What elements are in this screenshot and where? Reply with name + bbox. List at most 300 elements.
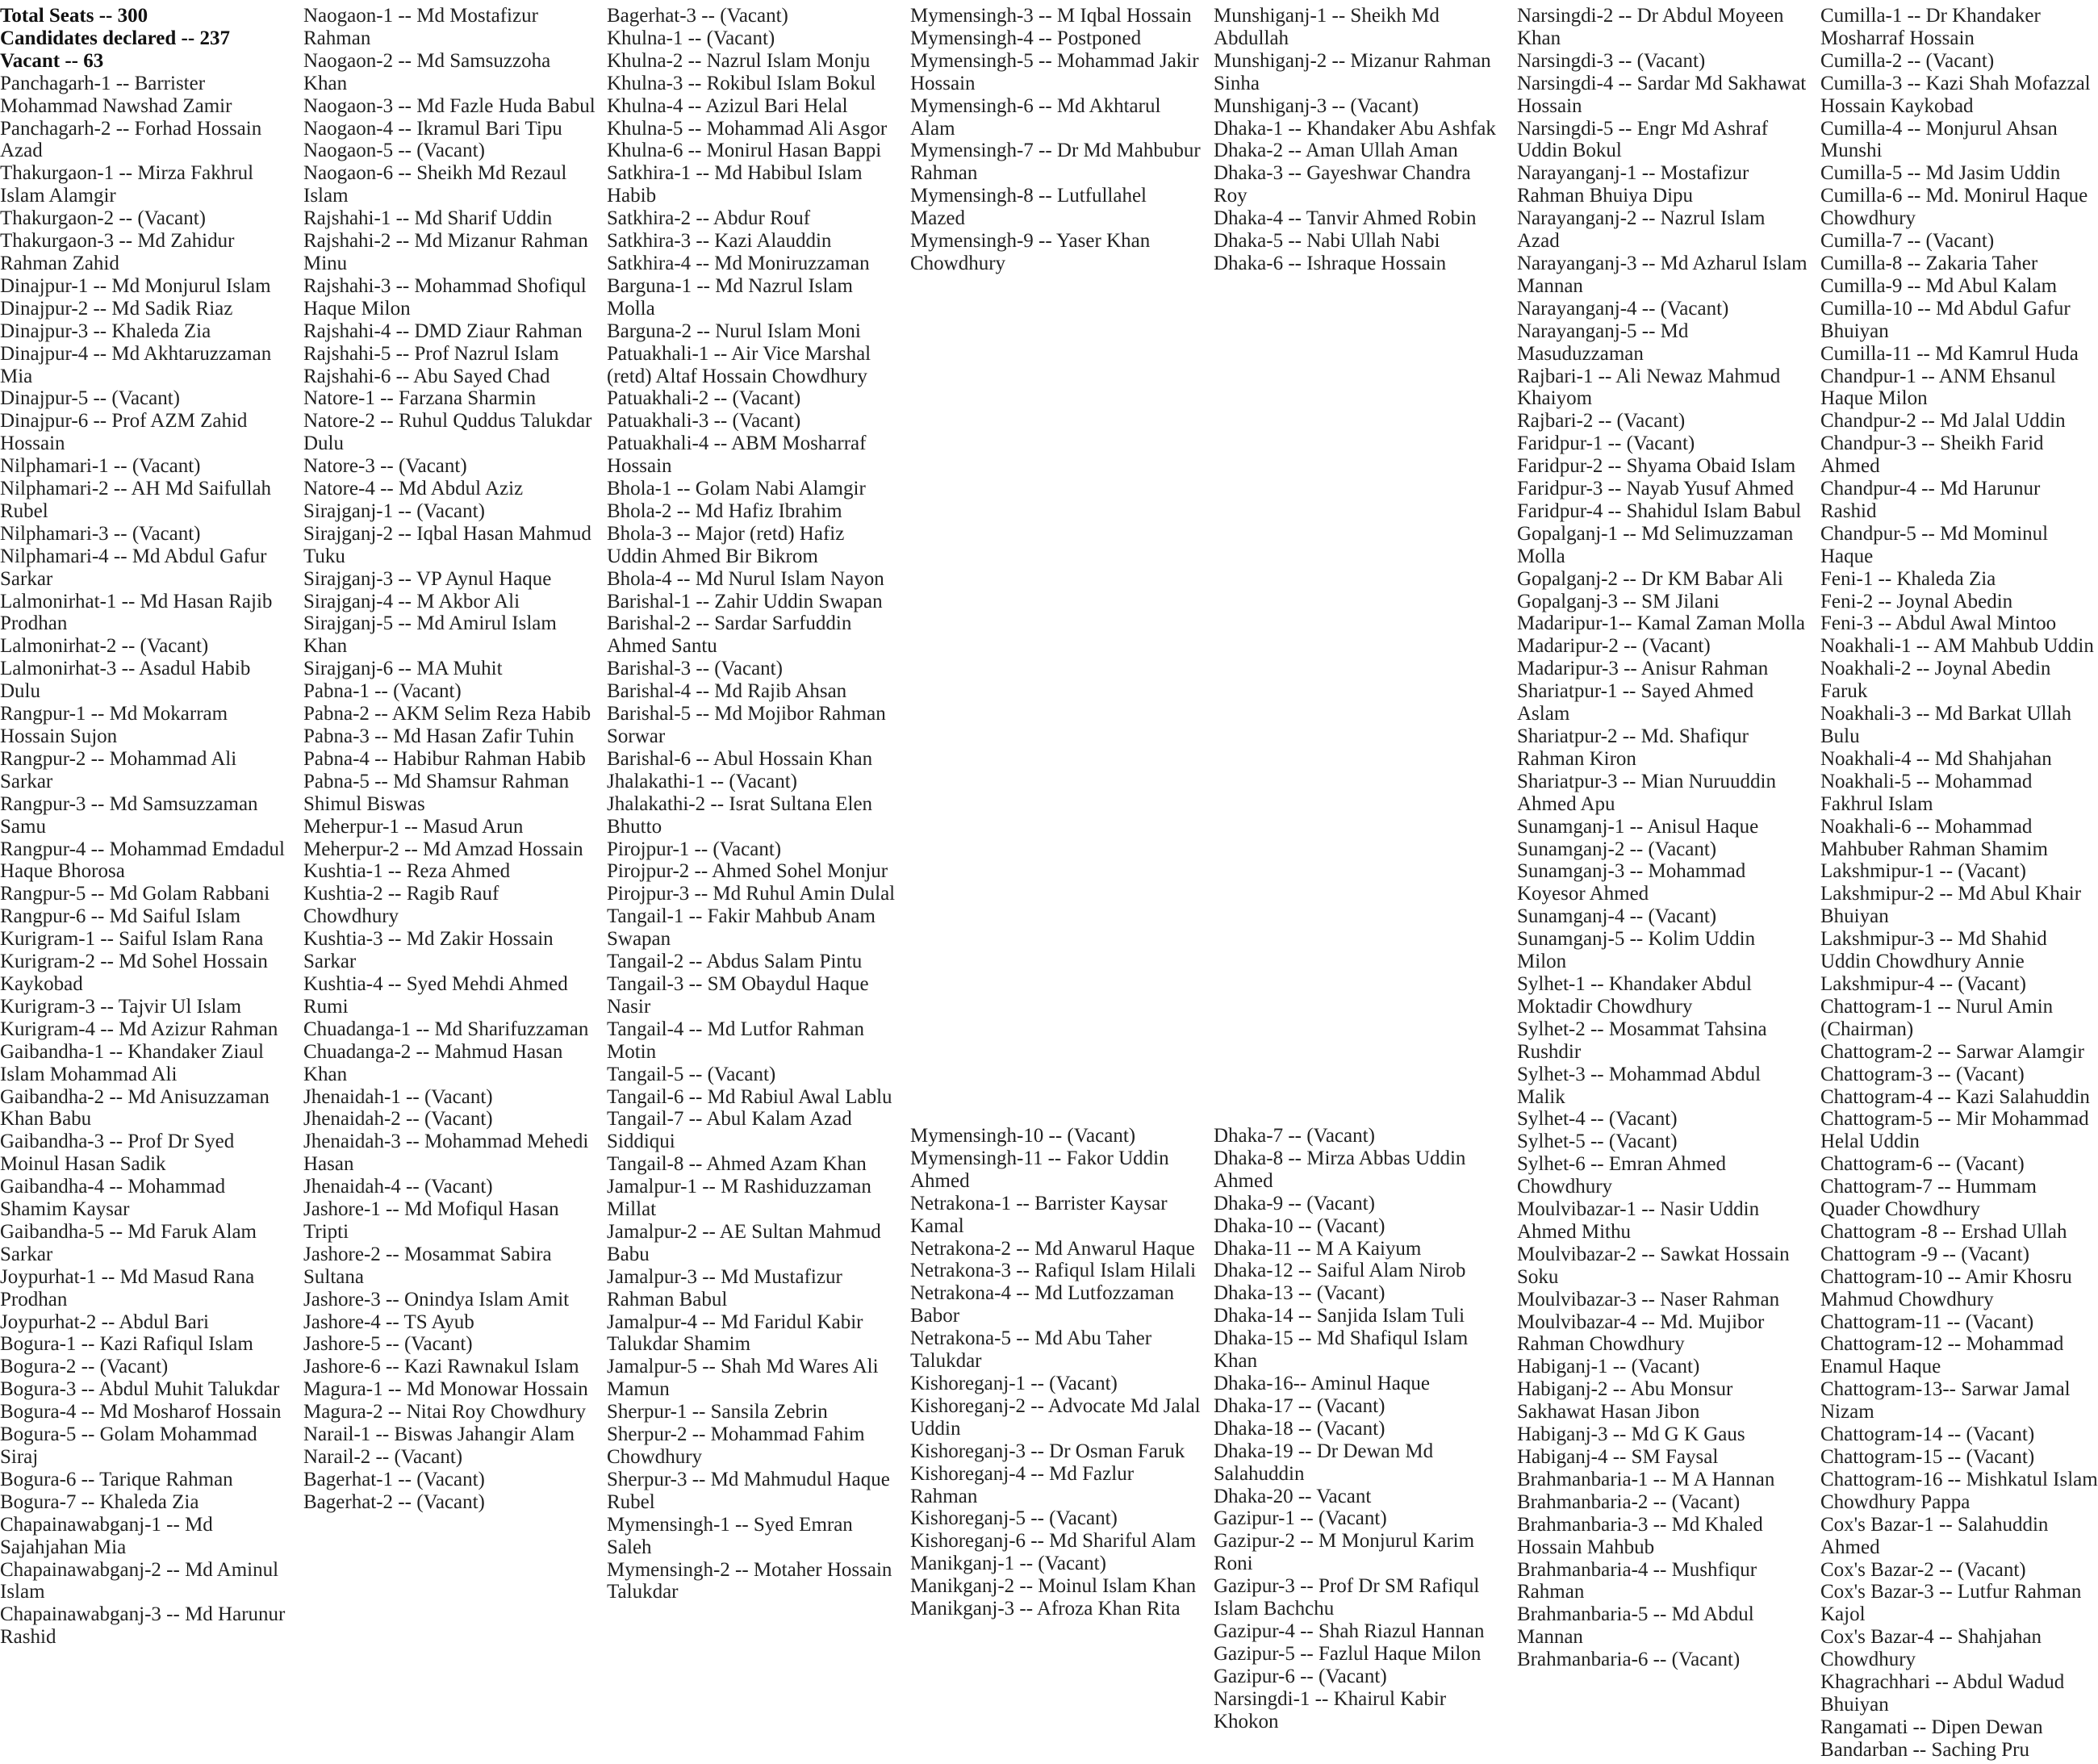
constituency-entry: Dhaka-12 -- Saiful Alam Nirob xyxy=(1214,1260,1466,1282)
constituency-entry: Narsingdi-1 -- Khairul Kabir Khokon xyxy=(1214,1687,1447,1733)
constituency-entry: Rajbari-1 -- Ali Newaz Mahmud Khaiyom xyxy=(1517,365,1781,410)
column-4-top-entries xyxy=(910,5,1202,275)
constituency-entry: Jashore-5 -- (Vacant) xyxy=(303,1333,473,1356)
summary-total-seats: Total Seats -- 300 xyxy=(0,5,148,27)
constituency-entry: Cumilla-3 -- Kazi Shah Mofazzal Hossain Kaykobad xyxy=(1820,72,2091,117)
constituency-entry: Brahmanbaria-1 -- M A Hannan xyxy=(1517,1468,1775,1490)
constituency-entry: Tangail-5 -- (Vacant) xyxy=(607,1063,776,1085)
constituency-entry: Jamalpur-5 -- Shah Md Wares Ali Mamun xyxy=(607,1356,879,1401)
constituency-entry: Dhaka-2 -- Aman Ullah Aman xyxy=(1214,140,1458,162)
constituency-entry: Sirajganj-4 -- M Akbor Ali xyxy=(303,590,520,612)
constituency-entry: Meherpur-1 -- Masud Arun xyxy=(303,815,524,838)
constituency-entry: Lakshmipur-3 -- Md Shahid Uddin Chowdhury Annie xyxy=(1820,928,2047,973)
constituency-entry: Netrakona-4 -- Md Lutfozzaman Babor xyxy=(910,1282,1174,1327)
constituency-entry: Barishal-4 -- Md Rajib Ahsan xyxy=(607,680,847,703)
constituency-entry: Lakshmipur-4 -- (Vacant) xyxy=(1820,972,2026,995)
column-4-bottom-entries xyxy=(910,1125,1202,1620)
constituency-entry: Jashore-4 -- TS Ayub xyxy=(303,1310,474,1333)
constituency-entry: Narayanganj-2 -- Nazrul Islam Azad xyxy=(1517,207,1766,253)
constituency-entry: Pabna-3 -- Md Hasan Zafir Tuhin xyxy=(303,725,575,747)
constituency-entry: Rangpur-2 -- Mohammad Ali Sarkar xyxy=(0,747,237,792)
constituency-entry: Sylhet-3 -- Mohammad Abdul Malik xyxy=(1517,1063,1762,1108)
constituency-entry: Cox's Bazar-4 -- Shahjahan Chowdhury xyxy=(1820,1626,2042,1671)
constituency-entry: Mymensingh-8 -- Lutfullahel Mazed xyxy=(910,185,1147,230)
constituency-entry: Shariatpur-3 -- Mian Nuruuddin Ahmed Apu xyxy=(1517,770,1776,815)
constituency-entry: Sherpur-2 -- Mohammad Fahim Chowdhury xyxy=(607,1423,865,1468)
constituency-entry: Mymensingh-3 -- M Iqbal Hossain xyxy=(910,5,1192,27)
column-7 xyxy=(1820,5,2098,1762)
constituency-entry: Manikganj-3 -- Afroza Khan Rita xyxy=(910,1598,1181,1620)
constituency-entry: Cumilla-7 -- (Vacant) xyxy=(1820,230,1995,253)
constituency-entry: Cumilla-4 -- Monjurul Ahsan Munshi xyxy=(1820,117,2058,162)
constituency-entry: Dinajpur-4 -- Md Akhtaruzzaman Mia xyxy=(0,342,272,387)
constituency-entry: Dhaka-15 -- Md Shafiqul Islam Khan xyxy=(1214,1327,1469,1373)
constituency-entry: Lakshmipur-2 -- Md Abul Khair Bhuiyan xyxy=(1820,883,2082,928)
constituency-entry: Manikganj-1 -- (Vacant) xyxy=(910,1553,1106,1575)
constituency-entry: Cox's Bazar-3 -- Lutfur Rahman Kajol xyxy=(1820,1581,2082,1626)
constituency-entry: Narayanganj-4 -- (Vacant) xyxy=(1517,297,1729,320)
constituency-entry: Cox's Bazar-2 -- (Vacant) xyxy=(1820,1558,2026,1581)
constituency-entry: Tangail-4 -- Md Lutfor Rahman Motin xyxy=(607,1018,864,1063)
constituency-entry: Mymensingh-1 -- Syed Emran Saleh xyxy=(607,1513,853,1558)
constituency-entry: Bogura-4 -- Md Mosharof Hossain xyxy=(0,1401,282,1423)
constituency-entry: Kishoreganj-5 -- (Vacant) xyxy=(910,1507,1118,1530)
constituency-entry: Chapainawabganj-2 -- Md Aminul Islam xyxy=(0,1558,279,1603)
constituency-entry: Dinajpur-6 -- Prof AZM Zahid Hossain xyxy=(0,410,248,455)
constituency-entry: Bagerhat-1 -- (Vacant) xyxy=(303,1468,485,1490)
constituency-entry: Gaibandha-1 -- Khandaker Ziaul Islam Mohammad Ali xyxy=(0,1040,264,1085)
constituency-entry: Dhaka-1 -- Khandaker Abu Ashfak xyxy=(1214,117,1496,140)
constituency-entry: Rajshahi-4 -- DMD Ziaur Rahman xyxy=(303,320,583,342)
constituency-entry: Dhaka-11 -- M A Kaiyum xyxy=(1214,1237,1422,1260)
constituency-entry: Sunamganj-2 -- (Vacant) xyxy=(1517,838,1717,860)
constituency-entry: Chattogram -8 -- Ershad Ullah xyxy=(1820,1220,2067,1243)
constituency-entry: Bogura-2 -- (Vacant) xyxy=(0,1356,169,1378)
constituency-entry: Rajshahi-2 -- Md Mizanur Rahman Minu xyxy=(303,230,588,274)
constituency-entry: Sylhet-1 -- Khandaker Abdul Moktadir Chowdhury xyxy=(1517,972,1752,1018)
constituency-entry: Kurigram-1 -- Saiful Islam Rana xyxy=(0,928,264,951)
constituency-entry: Narsingdi-3 -- (Vacant) xyxy=(1517,49,1706,72)
column-5-bottom-entries xyxy=(1214,1125,1506,1733)
constituency-entry: Sylhet-6 -- Emran Ahmed Chowdhury xyxy=(1517,1153,1726,1198)
constituency-entry: Khagrachhari -- Abdul Wadud Bhuiyan xyxy=(1820,1671,2065,1716)
constituency-entry: Cumilla-9 -- Md Abul Kalam xyxy=(1820,274,2058,297)
constituency-entry: Moulvibazar-3 -- Naser Rahman xyxy=(1517,1288,1780,1310)
constituency-entry: Narail-2 -- (Vacant) xyxy=(303,1446,463,1468)
constituency-entry: Bandarban -- Saching Pru xyxy=(1820,1738,2029,1761)
constituency-entry: Jhalakathi-2 -- Israt Sultana Elen Bhutto xyxy=(607,792,873,838)
constituency-entry: Dhaka-19 -- Dr Dewan Md Salahuddin xyxy=(1214,1440,1434,1485)
constituency-entry: Tangail-1 -- Fakir Mahbub Anam Swapan xyxy=(607,905,876,951)
constituency-entry: Rangpur-5 -- Md Golam Rabbani xyxy=(0,883,270,905)
constituency-entry: Magura-2 -- Nitai Roy Chowdhury xyxy=(303,1401,586,1423)
constituency-entry: Dhaka-7 -- (Vacant) xyxy=(1214,1125,1375,1147)
constituency-entry: Netrakona-3 -- Rafiqul Islam Hilali xyxy=(910,1260,1197,1282)
constituency-entry: Jhalakathi-1 -- (Vacant) xyxy=(607,770,797,792)
constituency-entry: Dhaka-20 -- Vacant xyxy=(1214,1485,1372,1507)
constituency-entry: Satkhira-2 -- Abdur Rouf xyxy=(607,207,811,230)
constituency-entry: Dinajpur-3 -- Khaleda Zia xyxy=(0,320,211,342)
constituency-entry: Gaibandha-4 -- Mohammad Shamim Kaysar xyxy=(0,1176,226,1221)
constituency-entry: Khulna-5 -- Mohammad Ali Asgor xyxy=(607,117,888,140)
constituency-entry: Meherpur-2 -- Md Amzad Hossain xyxy=(303,838,583,860)
constituency-entry: Feni-2 -- Joynal Abedin xyxy=(1820,590,2013,612)
constituency-entry: Patuakhali-2 -- (Vacant) xyxy=(607,387,801,410)
constituency-entry: Dhaka-5 -- Nabi Ullah Nabi xyxy=(1214,230,1440,253)
constituency-entry: Chattogram-12 -- Mohammad Enamul Haque xyxy=(1820,1333,2064,1378)
constituency-entry: Sherpur-1 -- Sansila Zebrin xyxy=(607,1401,828,1423)
constituency-entry: Panchagarh-1 -- Barrister Mohammad Nawshad Zamir xyxy=(0,72,232,117)
constituency-entry: Barishal-1 -- Zahir Uddin Swapan xyxy=(607,590,883,612)
constituency-entry: Naogaon-4 -- Ikramul Bari Tipu xyxy=(303,117,562,140)
constituency-entry: Narsingdi-2 -- Dr Abdul Moyeen Khan xyxy=(1517,5,1784,49)
constituency-entry: Cumilla-10 -- Md Abdul Gafur Bhuiyan xyxy=(1820,297,2071,342)
constituency-entry: Dhaka-17 -- (Vacant) xyxy=(1214,1394,1385,1417)
column-2-entries xyxy=(303,5,596,1514)
constituency-entry: Jamalpur-1 -- M Rashiduzzaman Millat xyxy=(607,1176,871,1221)
constituency-entry: Dhaka-3 -- Gayeshwar Chandra Roy xyxy=(1214,162,1471,207)
summary-candidates-declared: Candidates declared -- 237 xyxy=(0,27,230,49)
constituency-entry: Chandpur-2 -- Md Jalal Uddin xyxy=(1820,410,2066,433)
constituency-entry: Naogaon-2 -- Md Samsuzzoha Khan xyxy=(303,49,551,94)
constituency-entry: Rajshahi-5 -- Prof Nazrul Islam xyxy=(303,342,559,365)
constituency-entry: Cumilla-6 -- Md. Monirul Haque Chowdhury xyxy=(1820,185,2088,230)
constituency-entry: Barishal-5 -- Md Mojibor Rahman Sorwar xyxy=(607,703,886,747)
column-1-entries xyxy=(0,73,292,1649)
constituency-entry: Pabna-5 -- Md Shamsur Rahman Shimul Biswas xyxy=(303,770,570,815)
column-5-top xyxy=(1214,5,1506,275)
constituency-entry: Dhaka-9 -- (Vacant) xyxy=(1214,1192,1375,1214)
constituency-entry: Brahmanbaria-6 -- (Vacant) xyxy=(1517,1649,1741,1671)
constituency-entry: Brahmanbaria-4 -- Mushfiqur Rahman xyxy=(1517,1558,1757,1603)
constituency-entry: Sunamganj-3 -- Mohammad Koyesor Ahmed xyxy=(1517,860,1746,905)
column-5-bottom xyxy=(1214,1125,1506,1733)
constituency-entry: Dhaka-18 -- (Vacant) xyxy=(1214,1417,1385,1440)
constituency-entry: Khulna-6 -- Monirul Hasan Bappi xyxy=(607,140,882,162)
constituency-entry: Gaibandha-5 -- Md Faruk Alam Sarkar xyxy=(0,1220,257,1265)
constituency-entry: Moulvibazar-1 -- Nasir Uddin Ahmed Mithu xyxy=(1517,1198,1760,1243)
constituency-entry: Kishoreganj-6 -- Md Shariful Alam xyxy=(910,1530,1197,1553)
constituency-entry: Habiganj-3 -- Md G K Gaus xyxy=(1517,1423,1745,1446)
constituency-entry: Chattogram-1 -- Nurul Amin (Chairman) xyxy=(1820,995,2054,1040)
constituency-entry: Noakhali-5 -- Mohammad Fakhrul Islam xyxy=(1820,770,2033,815)
constituency-entry: Tangail-8 -- Ahmed Azam Khan xyxy=(607,1153,867,1176)
constituency-entry: Dhaka-6 -- Ishraque Hossain xyxy=(1214,252,1447,274)
constituency-entry: Chapainawabganj-1 -- Md Sajahjahan Mia xyxy=(0,1513,213,1558)
constituency-entry: Rangpur-6 -- Md Saiful Islam xyxy=(0,905,241,928)
column-3 xyxy=(607,5,899,1603)
constituency-entry: Gopalganj-2 -- Dr KM Babar Ali xyxy=(1517,567,1783,590)
constituency-entry: Thakurgaon-2 -- (Vacant) xyxy=(0,207,206,230)
constituency-entry: Chattogram-13-- Sarwar Jamal Nizam xyxy=(1820,1378,2071,1423)
constituency-entry: Chuadanga-2 -- Mahmud Hasan Khan xyxy=(303,1040,563,1085)
constituency-entry: Rangpur-4 -- Mohammad Emdadul Haque Bhorosa xyxy=(0,838,285,883)
constituency-entry: Brahmanbaria-5 -- Md Abdul Mannan xyxy=(1517,1603,1754,1649)
constituency-entry: Gazipur-4 -- Shah Riazul Hannan xyxy=(1214,1620,1485,1642)
constituency-entry: Shariatpur-1 -- Sayed Ahmed Aslam xyxy=(1517,680,1754,725)
constituency-entry: Dhaka-16-- Aminul Haque xyxy=(1214,1372,1430,1394)
constituency-entry: Gazipur-1 -- (Vacant) xyxy=(1214,1507,1387,1530)
constituency-entry: Feni-3 -- Abdul Awal Mintoo xyxy=(1820,612,2057,635)
constituency-entry: Pabna-1 -- (Vacant) xyxy=(303,680,462,703)
constituency-entry: Rajshahi-6 -- Abu Sayed Chad xyxy=(303,365,550,387)
constituency-entry: Dhaka-4 -- Tanvir Ahmed Robin xyxy=(1214,207,1477,230)
constituency-entry: Nilphamari-2 -- AH Md Saifullah Rubel xyxy=(0,478,272,522)
constituency-entry: Pabna-4 -- Habibur Rahman Habib xyxy=(303,747,586,770)
constituency-entry: Thakurgaon-3 -- Md Zahidur Rahman Zahid xyxy=(0,230,235,274)
constituency-entry: Jamalpur-2 -- AE Sultan Mahmud Babu xyxy=(607,1220,881,1265)
constituency-entry: Munshiganj-3 -- (Vacant) xyxy=(1214,94,1419,117)
constituency-entry: Chattogram -9 -- (Vacant) xyxy=(1820,1243,2029,1265)
constituency-entry: Mymensingh-5 -- Mohammad Jakir Hossain xyxy=(910,49,1199,94)
constituency-entry: Magura-1 -- Md Monowar Hossain xyxy=(303,1378,588,1401)
constituency-entry: Noakhali-3 -- Md Barkat Ullah Bulu xyxy=(1820,703,2072,747)
constituency-entry: Naogaon-5 -- (Vacant) xyxy=(303,140,485,162)
constituency-entry: Sherpur-3 -- Md Mahmudul Haque Rubel xyxy=(607,1468,890,1513)
constituency-entry: Mymensingh-6 -- Md Akhtarul Alam xyxy=(910,94,1161,140)
constituency-entry: Sunamganj-5 -- Kolim Uddin Milon xyxy=(1517,928,1756,973)
constituency-entry: Chattogram-6 -- (Vacant) xyxy=(1820,1153,2025,1176)
constituency-entry: Cumilla-5 -- Md Jasim Uddin xyxy=(1820,162,2061,185)
constituency-entry: Dinajpur-2 -- Md Sadik Riaz xyxy=(0,297,233,320)
constituency-entry: Bogura-6 -- Tarique Rahman xyxy=(0,1468,233,1490)
column-2 xyxy=(303,5,596,1514)
constituency-entry: Narayanganj-5 -- Md Masuduzzaman xyxy=(1517,320,1689,365)
constituency-entry: Lakshmipur-1 -- (Vacant) xyxy=(1820,860,2026,883)
constituency-entry: Jashore-1 -- Md Mofiqul Hasan Tripti xyxy=(303,1198,559,1243)
constituency-entry: Chandpur-1 -- ANM Ehsanul Haque Milon xyxy=(1820,365,2056,410)
constituency-entry: Gaibandha-2 -- Md Anisuzzaman Khan Babu xyxy=(0,1085,270,1131)
constituency-entry: Nilphamari-1 -- (Vacant) xyxy=(0,455,201,478)
constituency-entry: Tangail-7 -- Abul Kalam Azad Siddiqui xyxy=(607,1108,852,1153)
constituency-entry: Jhenaidah-4 -- (Vacant) xyxy=(303,1176,493,1198)
constituency-entry: Noakhali-2 -- Joynal Abedin Faruk xyxy=(1820,658,2051,703)
constituency-entry: Sylhet-4 -- (Vacant) xyxy=(1517,1108,1678,1131)
constituency-entry: Faridpur-4 -- Shahidul Islam Babul xyxy=(1517,500,1802,522)
constituency-entry: Brahmanbaria-3 -- Md Khaled Hossain Mahbub xyxy=(1517,1513,1763,1558)
constituency-entry: Noakhali-6 -- Mohammad Mahbuber Rahman Shamim xyxy=(1820,815,2048,860)
constituency-entry: Dhaka-14 -- Sanjida Islam Tuli xyxy=(1214,1305,1465,1327)
constituency-entry: Joypurhat-1 -- Md Masud Rana Prodhan xyxy=(0,1265,255,1310)
constituency-entry: Kushtia-3 -- Md Zakir Hossain Sarkar xyxy=(303,928,554,973)
constituency-entry: Manikganj-2 -- Moinul Islam Khan xyxy=(910,1575,1197,1598)
constituency-entry: Chattogram-11 -- (Vacant) xyxy=(1820,1310,2034,1333)
constituency-entry: Rajshahi-1 -- Md Sharif Uddin xyxy=(303,207,553,230)
column-4-top xyxy=(910,5,1202,275)
constituency-entry: Gazipur-3 -- Prof Dr SM Rafiqul Islam Bachchu xyxy=(1214,1575,1480,1620)
constituency-entry: Chandpur-5 -- Md Mominul Haque xyxy=(1820,522,2049,567)
constituency-entry: Thakurgaon-1 -- Mirza Fakhrul Islam Alamgir xyxy=(0,162,254,207)
constituency-entry: Natore-4 -- Md Abdul Aziz xyxy=(303,478,524,500)
constituency-entry: Naogaon-6 -- Sheikh Md Rezaul Islam xyxy=(303,162,567,207)
constituency-entry: Dhaka-13 -- (Vacant) xyxy=(1214,1282,1385,1305)
constituency-entry: Munshiganj-1 -- Sheikh Md Abdullah xyxy=(1214,5,1440,49)
constituency-entry: Chattogram-16 -- Mishkatul Islam Chowdhury Pappa xyxy=(1820,1468,2098,1513)
constituency-entry: Barishal-6 -- Abul Hossain Khan xyxy=(607,747,873,770)
constituency-entry: Barishal-3 -- (Vacant) xyxy=(607,658,783,680)
constituency-entry: Rangpur-3 -- Md Samsuzzaman Samu xyxy=(0,792,258,838)
constituency-entry: Dhaka-10 -- (Vacant) xyxy=(1214,1214,1385,1237)
constituency-entry: Bagerhat-3 -- (Vacant) xyxy=(607,5,788,27)
constituency-entry: Narsingdi-4 -- Sardar Md Sakhawat Hossain xyxy=(1517,72,1807,117)
constituency-entry: Mymensingh-11 -- Fakor Uddin Ahmed xyxy=(910,1147,1169,1192)
constituency-entry: Madaripur-2 -- (Vacant) xyxy=(1517,635,1711,658)
constituency-entry: Chattogram-7 -- Hummam Quader Chowdhury xyxy=(1820,1176,2037,1221)
column-3-entries xyxy=(607,5,899,1603)
constituency-entry: Pirojpur-1 -- (Vacant) xyxy=(607,838,782,860)
column-5-top-entries xyxy=(1214,5,1506,275)
constituency-entry: Jhenaidah-1 -- (Vacant) xyxy=(303,1085,493,1108)
constituency-entry: Bhola-3 -- Major (retd) Hafiz Uddin Ahmed Bir Bikrom xyxy=(607,522,845,567)
constituency-entry: Patuakhali-3 -- (Vacant) xyxy=(607,410,801,433)
constituency-entry: Jamalpur-4 -- Md Faridul Kabir Talukdar Shamim xyxy=(607,1310,863,1356)
constituency-entry: Rangpur-1 -- Md Mokarram Hossain Sujon xyxy=(0,703,228,747)
constituency-entry: Chattogram-5 -- Mir Mohammad Helal Uddin xyxy=(1820,1108,2089,1153)
constituency-entry: Gopalganj-3 -- SM Jilani xyxy=(1517,590,1720,612)
constituency-entry: Moulvibazar-2 -- Sawkat Hossain Soku xyxy=(1517,1243,1790,1288)
constituency-entry: Noakhali-1 -- AM Mahbub Uddin xyxy=(1820,635,2094,658)
constituency-entry: Jashore-6 -- Kazi Rawnakul Islam xyxy=(303,1356,579,1378)
constituency-entry: Shariatpur-2 -- Md. Shafiqur Rahman Kiron xyxy=(1517,725,1749,770)
constituency-entry: Kushtia-4 -- Syed Mehdi Ahmed Rumi xyxy=(303,972,568,1018)
column-6-entries xyxy=(1517,5,1809,1671)
constituency-entry: Bhola-4 -- Md Nurul Islam Nayon xyxy=(607,567,884,590)
constituency-entry: Cumilla-8 -- Zakaria Taher xyxy=(1820,252,2038,274)
constituency-entry: Natore-1 -- Farzana Sharmin xyxy=(303,387,537,410)
constituency-entry: Madaripur-3 -- Anisur Rahman xyxy=(1517,658,1769,680)
constituency-entry: Habiganj-2 -- Abu Monsur Sakhawat Hasan Jibon xyxy=(1517,1378,1733,1423)
constituency-entry: Bogura-5 -- Golam Mohammad Siraj xyxy=(0,1423,257,1468)
constituency-entry: Bhola-1 -- Golam Nabi Alamgir xyxy=(607,478,866,500)
constituency-entry: Madaripur-1-- Kamal Zaman Molla xyxy=(1517,612,1806,635)
constituency-entry: Rajshahi-3 -- Mohammad Shofiqul Haque Milon xyxy=(303,274,587,320)
constituency-entry: Jhenaidah-3 -- Mohammad Mehedi Hasan xyxy=(303,1131,589,1176)
constituency-entry: Gopalganj-1 -- Md Selimuzzaman Molla xyxy=(1517,522,1794,567)
constituency-entry: Chattogram-2 -- Sarwar Alamgir xyxy=(1820,1040,2084,1063)
column-1 xyxy=(0,5,292,1649)
constituency-entry: Faridpur-3 -- Nayab Yusuf Ahmed xyxy=(1517,478,1794,500)
constituency-entry: Pirojpur-2 -- Ahmed Sohel Monjur xyxy=(607,860,888,883)
constituency-entry: Bagerhat-2 -- (Vacant) xyxy=(303,1490,485,1513)
constituency-entry: Chattogram-4 -- Kazi Salahuddin xyxy=(1820,1085,2090,1108)
constituency-entry: Bogura-3 -- Abdul Muhit Talukdar xyxy=(0,1378,280,1401)
constituency-entry: Khulna-1 -- (Vacant) xyxy=(607,27,775,49)
constituency-entry: Kishoreganj-4 -- Md Fazlur Rahman xyxy=(910,1462,1135,1507)
constituency-entry: Bogura-1 -- Kazi Rafiqul Islam xyxy=(0,1333,253,1356)
constituency-entry: Mymensingh-2 -- Motaher Hossain Talukdar xyxy=(607,1558,892,1603)
constituency-entry: Dinajpur-1 -- Md Monjurul Islam xyxy=(0,274,271,297)
constituency-entry: Mymensingh-10 -- (Vacant) xyxy=(910,1125,1136,1147)
constituency-entry: Jashore-2 -- Mosammat Sabira Sultana xyxy=(303,1243,552,1288)
constituency-entry: Kishoreganj-2 -- Advocate Md Jalal Uddin xyxy=(910,1394,1201,1440)
constituency-entry: Sirajganj-3 -- VP Aynul Haque xyxy=(303,567,552,590)
constituency-entry: Khulna-2 -- Nazrul Islam Monju xyxy=(607,49,871,72)
constituency-entry: Sirajganj-2 -- Iqbal Hasan Mahmud Tuku xyxy=(303,522,591,567)
constituency-entry: Kushtia-1 -- Reza Ahmed xyxy=(303,860,511,883)
constituency-entry: Chattogram-15 -- (Vacant) xyxy=(1820,1446,2035,1468)
constituency-entry: Sylhet-5 -- (Vacant) xyxy=(1517,1131,1678,1153)
constituency-entry: Dinajpur-5 -- (Vacant) xyxy=(0,387,181,410)
constituency-entry: Kurigram-4 -- Md Azizur Rahman xyxy=(0,1018,278,1040)
constituency-entry: Rangamati -- Dipen Dewan xyxy=(1820,1716,2043,1738)
constituency-entry: Bhola-2 -- Md Hafiz Ibrahim xyxy=(607,500,842,522)
constituency-entry: Narsingdi-5 -- Engr Md Ashraf Uddin Bokul xyxy=(1517,117,1769,162)
constituency-entry: Gazipur-6 -- (Vacant) xyxy=(1214,1665,1387,1687)
constituency-entry: Kushtia-2 -- Ragib Rauf Chowdhury xyxy=(303,883,499,928)
constituency-entry: Jamalpur-3 -- Md Mustafizur Rahman Babul xyxy=(607,1265,842,1310)
constituency-entry: Bogura-7 -- Khaleda Zia xyxy=(0,1490,199,1513)
constituency-entry: Netrakona-2 -- Md Anwarul Haque xyxy=(910,1237,1195,1260)
constituency-entry: Sirajganj-1 -- (Vacant) xyxy=(303,500,485,522)
constituency-entry: Kurigram-2 -- Md Sohel Hossain Kaykobad xyxy=(0,951,268,995)
constituency-entry: Narayanganj-3 -- Md Azharul Islam Mannan xyxy=(1517,252,1808,297)
constituency-entry: Gazipur-2 -- M Monjurul Karim Roni xyxy=(1214,1530,1475,1575)
column-7-entries xyxy=(1820,5,2098,1762)
constituency-entry: Satkhira-4 -- Md Moniruzzaman xyxy=(607,252,870,274)
constituency-entry: Barguna-2 -- Nurul Islam Moni xyxy=(607,320,861,342)
constituency-entry: Mymensingh-4 -- Postponed xyxy=(910,27,1142,49)
constituency-entry: Chattogram-14 -- (Vacant) xyxy=(1820,1423,2035,1446)
constituency-entry: Faridpur-1 -- (Vacant) xyxy=(1517,433,1695,455)
constituency-entry: Netrakona-1 -- Barrister Kaysar Kamal xyxy=(910,1192,1168,1237)
constituency-entry: Dhaka-8 -- Mirza Abbas Uddin Ahmed xyxy=(1214,1147,1466,1192)
constituency-entry: Cumilla-11 -- Md Kamrul Huda xyxy=(1820,342,2079,365)
constituency-entry: Moulvibazar-4 -- Md. Mujibor Rahman Chowdhury xyxy=(1517,1310,1765,1356)
constituency-entry: Lalmonirhat-1 -- Md Hasan Rajib Prodhan xyxy=(0,590,273,635)
constituency-entry: Habiganj-4 -- SM Faysal xyxy=(1517,1446,1719,1468)
constituency-entry: Tangail-6 -- Md Rabiul Awal Lablu xyxy=(607,1085,892,1108)
constituency-entry: Tangail-3 -- SM Obaydul Haque Nasir xyxy=(607,972,869,1018)
constituency-entry: Chandpur-4 -- Md Harunur Rashid xyxy=(1820,478,2041,522)
constituency-entry: Barguna-1 -- Md Nazrul Islam Molla xyxy=(607,274,854,320)
constituency-entry: Munshiganj-2 -- Mizanur Rahman Sinha xyxy=(1214,49,1491,94)
constituency-entry: Panchagarh-2 -- Forhad Hossain Azad xyxy=(0,117,262,162)
constituency-entry: Naogaon-3 -- Md Fazle Huda Babul xyxy=(303,94,596,117)
column-6 xyxy=(1517,5,1809,1671)
constituency-entry: Sirajganj-6 -- MA Muhit xyxy=(303,658,503,680)
constituency-entry: Chattogram-3 -- (Vacant) xyxy=(1820,1063,2025,1085)
constituency-entry: Feni-1 -- Khaleda Zia xyxy=(1820,567,1996,590)
constituency-entry: Khulna-3 -- Rokibul Islam Bokul xyxy=(607,72,876,94)
constituency-entry: Jashore-3 -- Onindya Islam Amit xyxy=(303,1288,570,1310)
constituency-entry: Lalmonirhat-2 -- (Vacant) xyxy=(0,635,209,658)
constituency-entry: Netrakona-5 -- Md Abu Taher Talukdar xyxy=(910,1327,1152,1373)
constituency-entry: Chapainawabganj-3 -- Md Harunur Rashid xyxy=(0,1603,286,1649)
constituency-entry: Chuadanga-1 -- Md Sharifuzzaman xyxy=(303,1018,589,1040)
constituency-entry: Jhenaidah-2 -- (Vacant) xyxy=(303,1108,493,1131)
summary-vacant: Vacant -- 63 xyxy=(0,49,104,72)
constituency-entry: Barishal-2 -- Sardar Sarfuddin Ahmed Santu xyxy=(607,612,852,658)
constituency-entry: Gaibandha-3 -- Prof Dr Syed Moinul Hasan Sadik xyxy=(0,1131,235,1176)
constituency-entry: Narail-1 -- Biswas Jahangir Alam xyxy=(303,1423,575,1446)
constituency-entry: Satkhira-1 -- Md Habibul Islam Habib xyxy=(607,162,863,207)
constituency-entry: Natore-2 -- Ruhul Quddus Talukdar Dulu xyxy=(303,410,592,455)
constituency-entry: Rajbari-2 -- (Vacant) xyxy=(1517,410,1686,433)
constituency-entry: Chandpur-3 -- Sheikh Farid Ahmed xyxy=(1820,433,2044,478)
constituency-entry: Tangail-2 -- Abdus Salam Pintu xyxy=(607,951,863,973)
constituency-entry: Cox's Bazar-1 -- Salahuddin Ahmed xyxy=(1820,1513,2049,1558)
constituency-entry: Sirajganj-5 -- Md Amirul Islam Khan xyxy=(303,612,557,658)
constituency-entry: Kishoreganj-3 -- Dr Osman Faruk xyxy=(910,1440,1185,1462)
constituency-entry: Nilphamari-3 -- (Vacant) xyxy=(0,522,201,545)
constituency-entry: Pirojpur-3 -- Md Ruhul Amin Dulal xyxy=(607,883,896,905)
constituency-entry: Khulna-4 -- Azizul Bari Helal xyxy=(607,94,848,117)
constituency-entry: Sunamganj-4 -- (Vacant) xyxy=(1517,905,1717,928)
constituency-entry: Habiganj-1 -- (Vacant) xyxy=(1517,1356,1700,1378)
constituency-entry: Sylhet-2 -- Mosammat Tahsina Rushdir xyxy=(1517,1018,1767,1063)
constituency-entry: Kurigram-3 -- Tajvir Ul Islam xyxy=(0,995,242,1018)
constituency-entry: Mymensingh-7 -- Dr Md Mahbubur Rahman xyxy=(910,140,1201,185)
